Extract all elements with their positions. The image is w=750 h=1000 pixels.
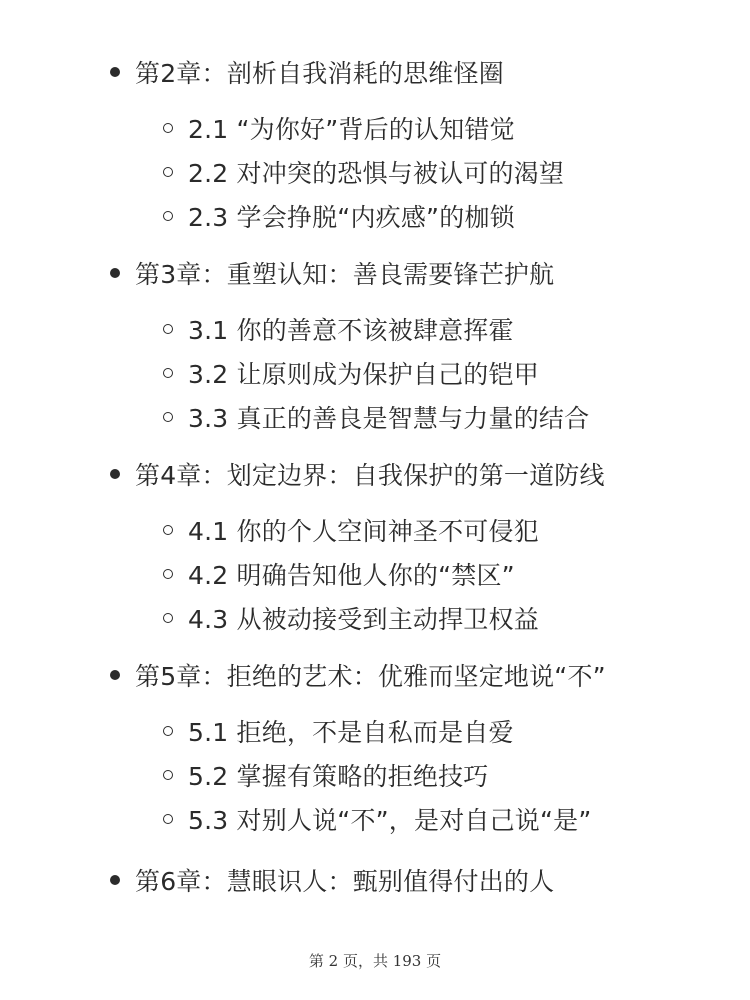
section-title: 5.2 掌握有策略的拒绝技巧	[188, 762, 489, 791]
chapter-title: 第3章：重塑认知：善良需要锋芒护航	[135, 260, 555, 289]
section-title: 4.1 你的个人空间神圣不可侵犯	[188, 517, 539, 546]
section-title: 4.2 明确告知他人你的“禁区”	[188, 561, 515, 590]
filled-bullet-icon	[110, 67, 120, 77]
section-item	[163, 755, 733, 795]
section-title: 5.3 对别人说“不”，是对自己说“是”	[188, 806, 592, 835]
section-item	[163, 510, 733, 550]
chapter-title: 第6章：慧眼识人：甄别值得付出的人	[135, 867, 555, 896]
hollow-bullet-icon	[163, 368, 173, 378]
section-title: 3.2 让原则成为保护自己的铠甲	[188, 360, 539, 389]
filled-bullet-icon	[110, 469, 120, 479]
section-title: 3.1 你的善意不该被肆意挥霍	[188, 316, 514, 345]
section-title: 2.1 “为你好”背后的认知错觉	[188, 115, 515, 144]
page-number-footer: 第 2 页，共 193 页	[308, 952, 442, 970]
hollow-bullet-icon	[163, 123, 173, 133]
section-title: 2.2 对冲突的恐惧与被认可的渴望	[188, 159, 565, 188]
hollow-bullet-icon	[163, 726, 173, 736]
hollow-bullet-icon	[163, 613, 173, 623]
section-item	[163, 196, 733, 236]
chapter-item	[110, 860, 730, 900]
section-item	[163, 554, 733, 594]
hollow-bullet-icon	[163, 525, 173, 535]
section-title: 3.3 真正的善良是智慧与力量的结合	[188, 404, 590, 433]
filled-bullet-icon	[110, 875, 120, 885]
hollow-bullet-icon	[163, 167, 173, 177]
hollow-bullet-icon	[163, 770, 173, 780]
chapter-item	[110, 454, 730, 494]
chapter-title: 第2章：剖析自我消耗的思维怪圈	[135, 59, 504, 88]
section-title: 2.3 学会挣脱“内疚感”的枷锁	[188, 203, 515, 232]
hollow-bullet-icon	[163, 569, 173, 579]
chapter-item	[110, 655, 730, 695]
hollow-bullet-icon	[163, 211, 173, 221]
hollow-bullet-icon	[163, 814, 173, 824]
section-item	[163, 353, 733, 393]
chapter-title: 第5章：拒绝的艺术：优雅而坚定地说“不”	[135, 662, 606, 691]
chapter-item	[110, 253, 730, 293]
section-item	[163, 598, 733, 638]
chapter-title: 第4章：划定边界：自我保护的第一道防线	[135, 461, 605, 490]
hollow-bullet-icon	[163, 412, 173, 422]
section-title: 4.3 从被动接受到主动捍卫权益	[188, 605, 539, 634]
section-item	[163, 108, 733, 148]
section-item	[163, 799, 733, 839]
chapter-item	[110, 52, 730, 92]
section-item	[163, 152, 733, 192]
filled-bullet-icon	[110, 670, 120, 680]
filled-bullet-icon	[110, 268, 120, 278]
section-item	[163, 711, 733, 751]
section-title: 5.1 拒绝，不是自私而是自爱	[188, 718, 514, 747]
hollow-bullet-icon	[163, 324, 173, 334]
section-item	[163, 309, 733, 349]
section-item	[163, 397, 733, 437]
